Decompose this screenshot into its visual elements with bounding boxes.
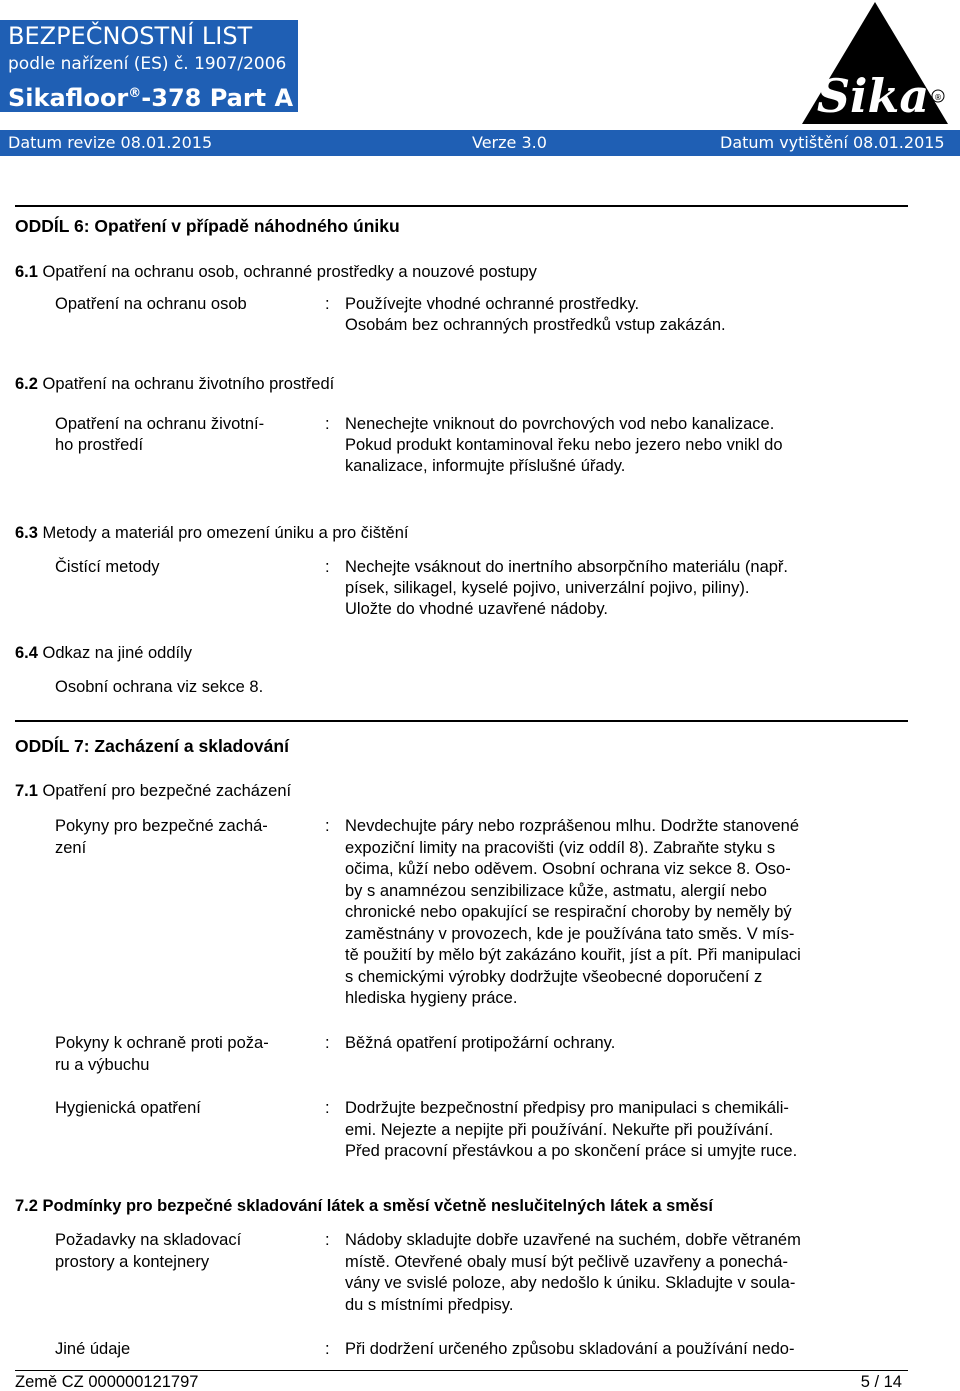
field-value-line: expoziční limity na pracovišti (viz oddíl 8). Zabraňte styku s (345, 838, 776, 857)
print-date: Datum vytištění 08.01.2015 (720, 133, 945, 152)
field-label: Čistící metody (55, 558, 160, 576)
page-footer (0, 1374, 960, 1390)
subsection-number: 7.1 (15, 782, 38, 800)
subsection-6-2-title (15, 374, 334, 396)
product-name-base: Sikafloor (8, 84, 129, 112)
section-7-title: ODDÍL 7: Zacházení a skladování (15, 736, 289, 756)
header-meta-bar (0, 130, 960, 156)
field-label: Opatření na ochranu osob (55, 295, 247, 313)
colon: : (325, 1231, 330, 1249)
colon: : (325, 1099, 330, 1117)
field-value-line: Běžná opatření protipožární ochrany. (345, 1034, 616, 1052)
field-value-line: chronické nebo opakující se respirační choroby by neměly bý (345, 903, 792, 921)
field-label-line: ru a výbuchu (55, 1055, 150, 1074)
subsection-number: 6.1 (15, 263, 38, 281)
field-value-line: emi. Nejezte a nepijte při používání. Nekuřte při používání. (345, 1120, 774, 1139)
field-value-line: Používejte vhodné ochranné prostředky. (345, 295, 640, 313)
version: Verze 3.0 (472, 133, 547, 152)
field-label-line: zení (55, 838, 87, 857)
page-number: 5 / 14 (860, 1373, 902, 1391)
subsection-title-text: Metody a materiál pro omezení úniku a pro čištění (42, 524, 409, 542)
product-name-suffix: -378 Part A (141, 84, 294, 112)
country-code: Země CZ 000000121797 (15, 1373, 199, 1391)
field-value-line: vány ve svislé poloze, aby nedošlo k úniku. Skladujte v soula- (345, 1274, 796, 1292)
field-value-line: du s místními předpisy. (345, 1295, 514, 1314)
field-value-line: Pokud produkt kontaminoval řeku nebo jezero nebo vnikl do (345, 436, 783, 454)
subsection-6-4-title (15, 643, 192, 665)
logo-reg-mark: ® (934, 93, 942, 102)
colon: : (325, 1340, 330, 1358)
field-value-line: Při dodržení určeného způsobu skladování a používání nedo- (345, 1340, 795, 1358)
field-value-line: Nechejte vsáknout do inertního absorpčního materiálu (např. (345, 558, 789, 576)
subsection-7-2-title (15, 1196, 713, 1218)
colon: : (325, 1034, 330, 1052)
cross-reference-text: Osobní ochrana viz sekce 8. (55, 678, 264, 696)
subsection-6-3-title (15, 523, 408, 545)
registered-mark: ® (128, 86, 142, 101)
field-value-line: by s anamnézou senzibilizace kůže, astmatu, alergií nebo (345, 881, 767, 900)
field-label-line: ho prostředí (55, 436, 144, 454)
field-label: Hygienická opatření (55, 1099, 201, 1117)
subsection-title-text: Opatření na ochranu osob, ochranné prostředky a nouzové postupy (42, 263, 537, 281)
logo-wordmark: Sika (816, 69, 930, 123)
colon: : (325, 415, 330, 433)
field-value-line: tě použití by mělo být zakázáno kouřit, jíst a pít. Při manipulaci (345, 946, 801, 964)
product-name (0, 76, 298, 112)
sika-logo (800, 0, 950, 125)
field-label: Jiné údaje (55, 1340, 131, 1358)
divider (15, 720, 908, 722)
field-value-line: Nenechejte vniknout do povrchových vod nebo kanalizace. (345, 415, 775, 433)
regulation-reference: podle nařízení (ES) č. 1907/2006 (0, 52, 298, 76)
subsection-title-text: Podmínky pro bezpečné skladování látek a směsí včetně neslučitelných látek a směsí (42, 1197, 713, 1215)
field-value-line: Uložte do vhodné uzavřené nádoby. (345, 600, 608, 618)
subsection-6-1-title (15, 262, 537, 284)
field-label-line: Pokyny pro bezpečné zachá- (55, 817, 268, 835)
subsection-number: 6.4 (15, 644, 38, 662)
field-value-line: písek, silikagel, kyselé pojivo, univerzální pojivo, piliny). (345, 579, 750, 597)
colon: : (325, 817, 330, 835)
subsection-title-text: Odkaz na jiné oddíly (42, 644, 193, 662)
field-value-line: Nevdechujte páry nebo rozprášenou mlhu. Dodržte stanovené (345, 817, 800, 835)
field-label-line: prostory a kontejnery (55, 1252, 210, 1271)
field-value-line: hlediska hygieny práce. (345, 989, 518, 1007)
field-value-line: s chemickými výrobky dodržujte všeobecné doporučení z (345, 967, 763, 986)
field-value-line: očima, kůží nebo oděvem. Osobní ochrana viz sekce 8. Oso- (345, 860, 791, 878)
field-label-line: Pokyny k ochraně proti poža- (55, 1034, 269, 1052)
section-6-title: ODDÍL 6: Opatření v případě náhodného úniku (15, 216, 400, 236)
field-value-line: zaměstnány v provozech, kde je používána tato směs. V mís- (345, 924, 795, 943)
subsection-number: 6.2 (15, 375, 38, 393)
field-label-line: Požadavky na skladovací (55, 1231, 242, 1249)
subsection-number: 6.3 (15, 524, 38, 542)
revision-date: Datum revize 08.01.2015 (8, 133, 213, 152)
field-value-line: kanalizace, informujte příslušné úřady. (345, 457, 626, 475)
field-value-line: místě. Otevřené obaly musí být pečlivě uzavřeny a ponechá- (345, 1252, 788, 1271)
subsection-number: 7.2 (15, 1197, 38, 1215)
subsection-title-text: Opatření na ochranu životního prostředí (42, 375, 335, 393)
field-value-line: Nádoby skladujte dobře uzavřené na suchém, dobře větraném (345, 1231, 801, 1249)
footer-divider (15, 1370, 908, 1371)
document-title: BEZPEČNOSTNÍ LIST (0, 20, 298, 52)
divider (15, 205, 908, 207)
field-value-line: Dodržujte bezpečnostní předpisy pro manipulaci s chemikáli- (345, 1099, 789, 1117)
colon: : (325, 295, 330, 313)
field-value-line: Osobám bez ochranných prostředků vstup zakázán. (345, 316, 726, 334)
field-value-line: Před pracovní přestávkou a po skončení práce si umyjte ruce. (345, 1142, 798, 1160)
field-label-line: Opatření na ochranu životní- (55, 415, 265, 433)
subsection-7-1-title (15, 781, 291, 803)
colon: : (325, 558, 330, 576)
subsection-title-text: Opatření pro bezpečné zacházení (42, 782, 292, 800)
